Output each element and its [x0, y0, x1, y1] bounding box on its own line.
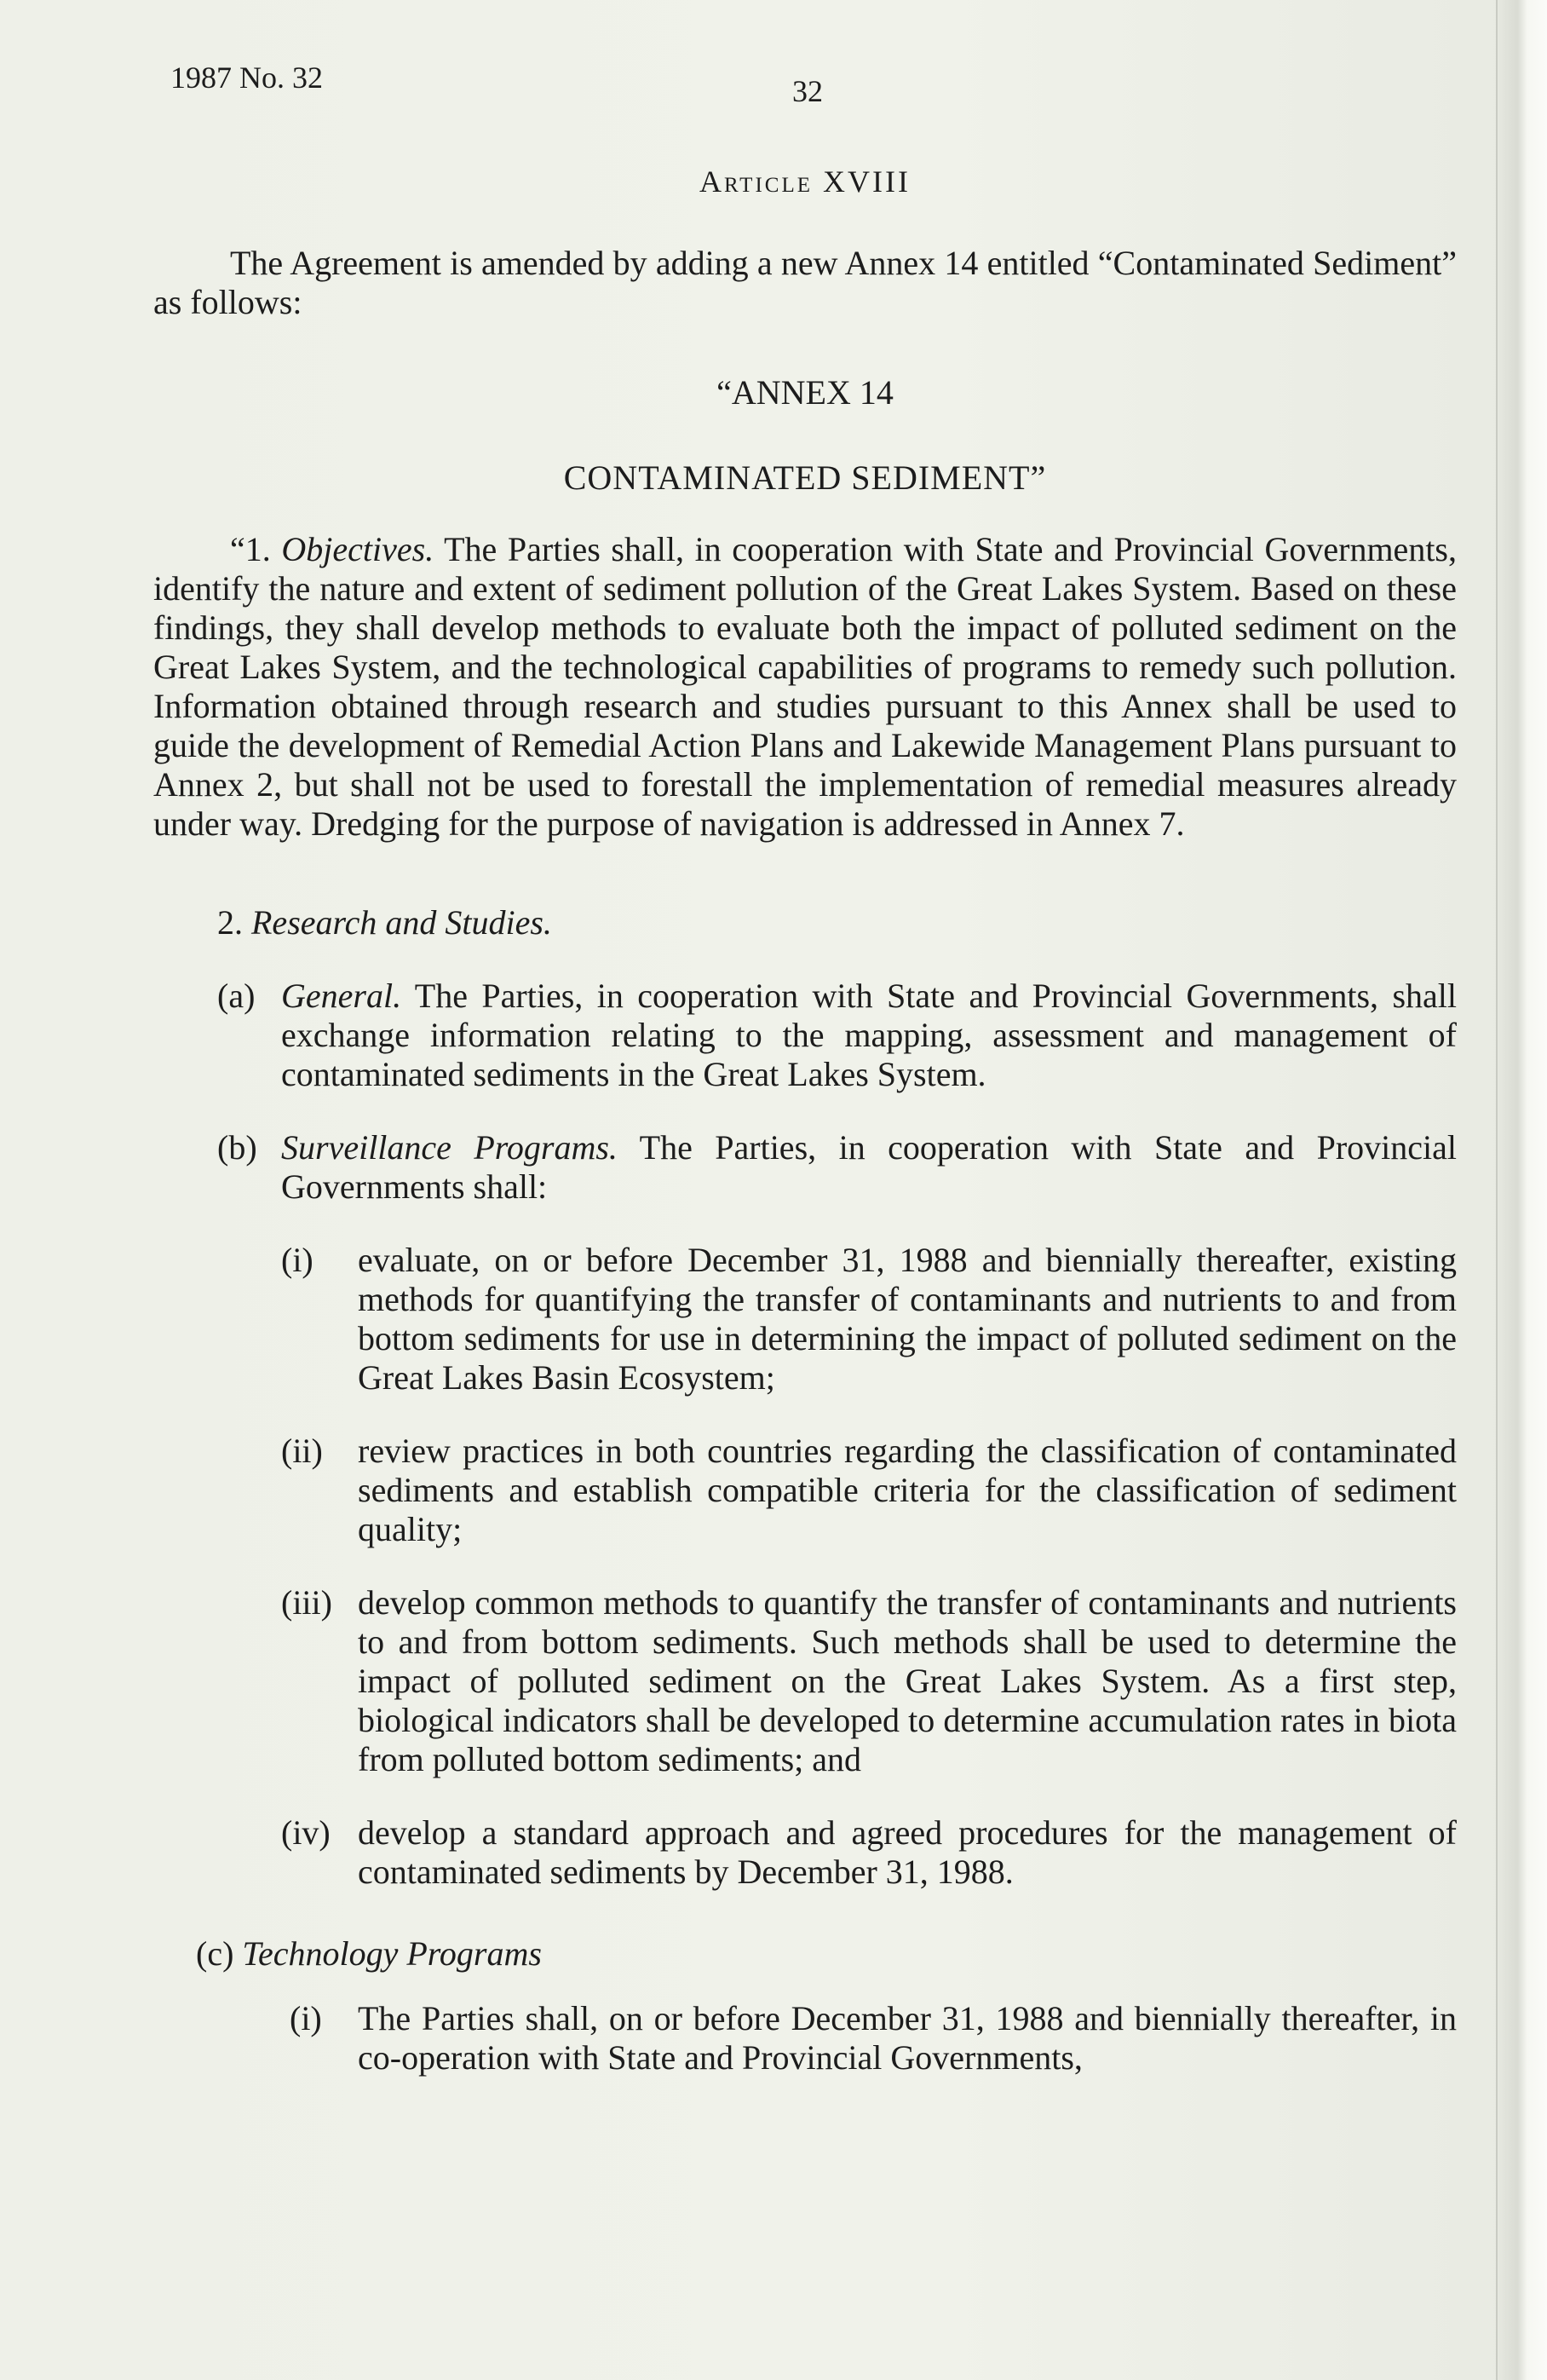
item-text: develop a standard approach and agreed procedures for the management of contaminated sediments by December 31, 1988. — [358, 1813, 1457, 1891]
annex-title: CONTAMINATED SEDIMENT” — [563, 458, 1047, 497]
subsection-b-item-iii — [153, 1583, 1457, 1779]
item-text: review practices in both countries regarding the classification of contaminated sediments and establish compatible criteria for the classification of sediment quality; — [358, 1432, 1457, 1548]
section-1-lead: “1. — [230, 530, 282, 568]
running-header: 1987 No. 32 — [170, 61, 323, 95]
annex-heading: “ANNEX 14 — [716, 373, 894, 412]
item-text: The Parties shall, on or before December 31, 1988 and biennially thereafter, in co-operation with State and Provincial Governments, — [358, 1999, 1457, 2077]
section-2-title: Research and Studies. — [251, 903, 552, 942]
section-2-number: 2. — [217, 903, 251, 942]
subsection-c-title: Technology Programs — [242, 1934, 542, 1973]
subsection-b-label: (b) — [217, 1128, 257, 1167]
section-1-text: The Parties shall, in cooperation with State and Provincial Governments, identify the nature and extent of sediment pollution of the Great Lakes System. Based on these findings, they shall develop methods to evaluate both the impact of polluted sediment on the Great Lakes System, and the technological capabilities of programs to remedy such pollution. Information obtained through research and studies pursuant to this Annex shall be used to guide the development of Remedial Action Plans and Lakewide Management Plans pursuant to Annex 2, but shall not be used to forestall the implementation of remedial measures already under way. Dredging for the purpose of navigation is addressed in Annex 7. — [153, 530, 1457, 843]
page-number: 32 — [792, 74, 823, 108]
subsection-b-text: The Parties, in cooperation with State and Provincial Governments shall: — [281, 1128, 1457, 1206]
book-spine — [1496, 0, 1547, 2380]
item-label: (i) — [290, 1999, 322, 2037]
subsection-b-item-iv — [153, 1813, 1457, 1892]
section-1-heading: Objectives. — [281, 530, 434, 568]
section-1-objectives — [153, 530, 1457, 844]
intro-paragraph: The Agreement is amended by adding a new Annex 14 entitled “Contaminated Sediment” as follows: — [153, 244, 1457, 321]
subsection-a-text: The Parties, in cooperation with State and Provincial Governments, shall exchange information relating to the mapping, assessment and management of contaminated sediments in the Great Lakes System. — [281, 977, 1457, 1093]
subsection-c-item-i — [153, 1999, 1457, 2077]
subsection-b — [153, 1128, 1457, 1207]
subsection-a-heading: General. — [281, 977, 402, 1015]
document-body — [153, 162, 1457, 2112]
article-title: Article XVIII — [699, 164, 911, 199]
subsection-b-heading: Surveillance Programs. — [281, 1128, 618, 1167]
item-text: evaluate, on or before December 31, 1988 and biennially thereafter, existing methods for quantifying the transfer of contaminants and nutrients to and from bottom sediments for use in determining the impact of polluted sediment on the Great Lakes Basin Ecosystem; — [358, 1241, 1457, 1397]
subsection-b-item-i — [153, 1241, 1457, 1397]
item-text: develop common methods to quantify the transfer of contaminants and nutrients to and from bottom sediments. Such methods shall be used to determine the impact of polluted sediment on the Great Lakes System. As a first step, biological indicators shall be developed to determine accumulation rates in biota from polluted bottom sediments; and — [358, 1583, 1457, 1778]
subsection-a-label: (a) — [217, 977, 256, 1015]
item-label: (iv) — [281, 1813, 331, 1852]
item-label: (iii) — [281, 1583, 332, 1622]
item-label: (i) — [281, 1241, 313, 1279]
subsection-b-item-ii — [153, 1432, 1457, 1549]
subsection-c-label: (c) — [196, 1934, 234, 1973]
subsection-a — [153, 977, 1457, 1094]
subsection-c-heading — [196, 1934, 1457, 1974]
section-2-heading — [217, 903, 1457, 942]
item-label: (ii) — [281, 1432, 323, 1470]
